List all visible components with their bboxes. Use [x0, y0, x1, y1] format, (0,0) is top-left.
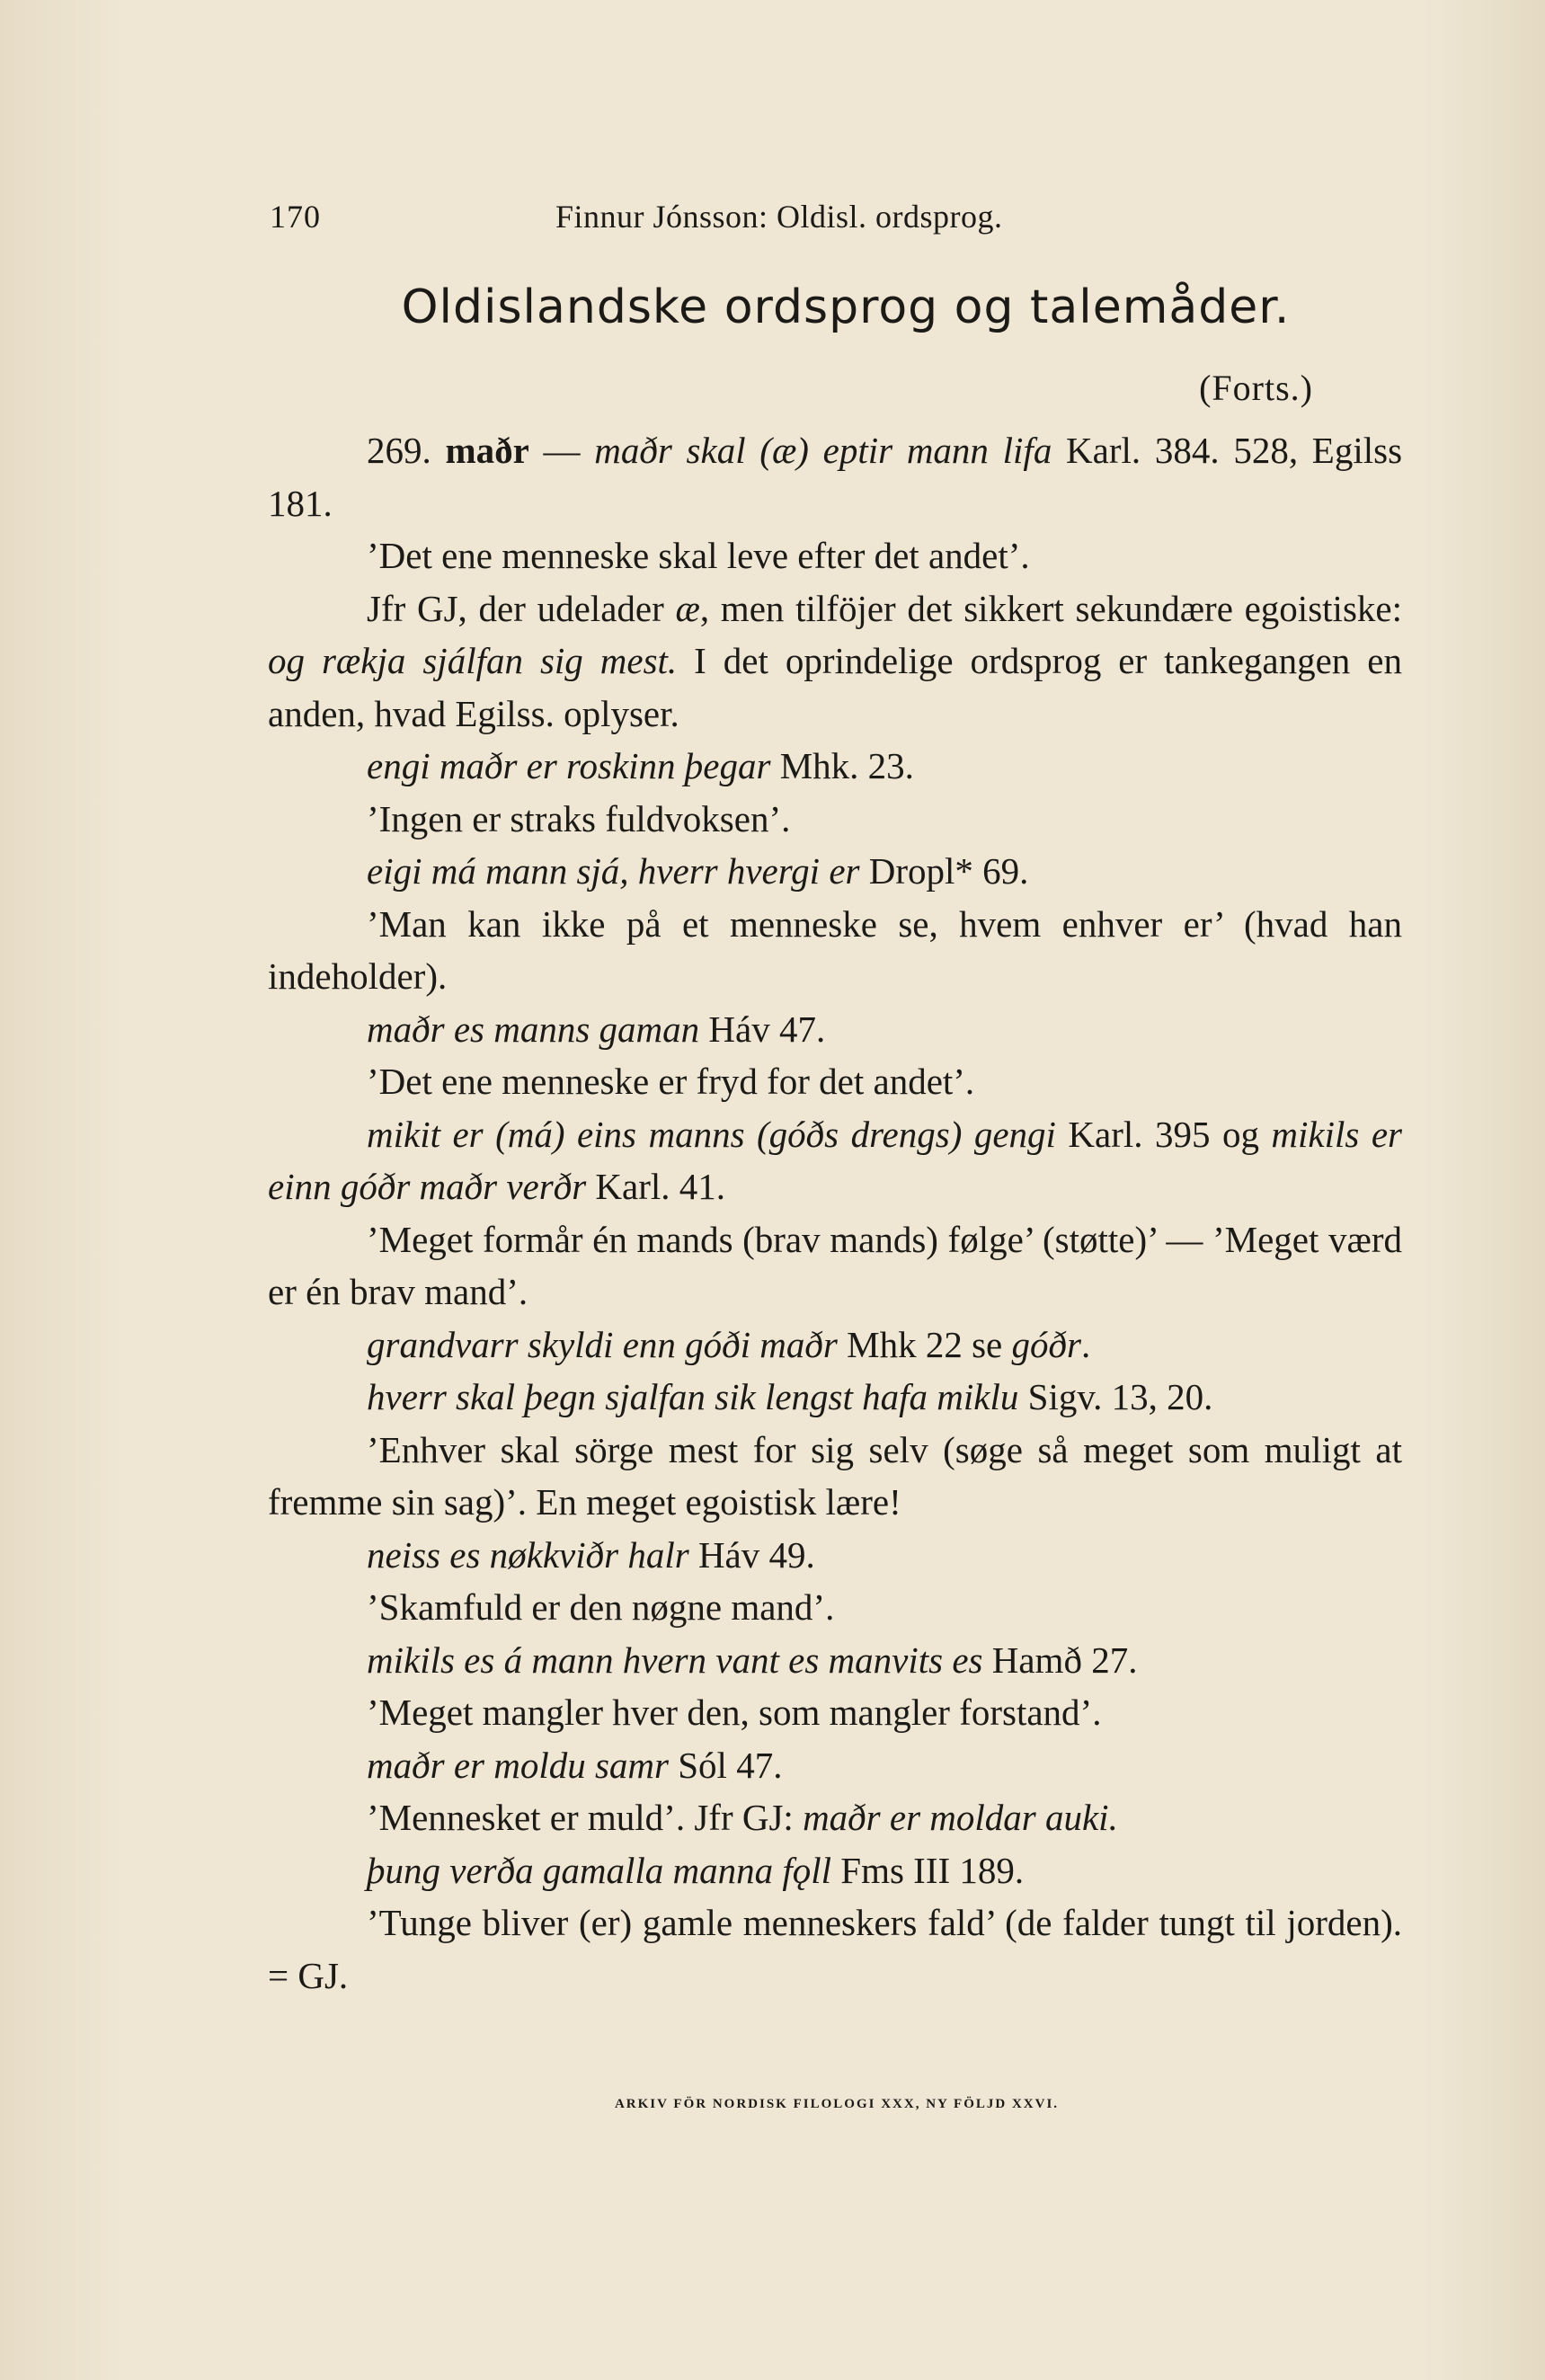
text-paragraph — [268, 1634, 1402, 1687]
danish-text: Sigv. 13, 20. — [1018, 1376, 1213, 1417]
danish-text: Jfr GJ, der udelader — [367, 587, 676, 629]
continued-note: (Forts.) — [1199, 368, 1313, 408]
old-norse-text: góðr — [1011, 1323, 1081, 1365]
text-paragraph — [268, 1686, 1402, 1739]
danish-text: , men tilföjer det sikkert sekundære egoistiske: — [699, 587, 1402, 629]
chapter-title: Oldislandske ordsprog og talemåder. — [401, 280, 1291, 334]
main-text — [268, 424, 1402, 2002]
old-norse-text: mikils er einn góðr maðr verðr — [268, 1113, 1402, 1207]
danish-text: ’Tunge bliver (er) gamle menneskers fald’ (de falder tungt til jorden). = GJ. — [268, 1902, 1402, 1996]
old-norse-text: engi maðr er roskinn þegar — [367, 745, 771, 786]
danish-text: Mhk 22 se — [837, 1323, 1012, 1365]
old-norse-text: æ — [675, 587, 700, 629]
paragraph-list — [268, 529, 1402, 2002]
old-norse-text: og rækja sjálfan sig mest. — [268, 640, 678, 681]
danish-text: Háv 49. — [688, 1533, 815, 1576]
old-norse-text: eigi má mann sjá, hverr hvergi er — [367, 850, 860, 892]
old-norse-text: maðr er moldar auki. — [803, 1797, 1118, 1838]
text-paragraph — [268, 793, 1402, 846]
text-paragraph — [268, 740, 1402, 793]
danish-text: ’Ingen er straks fuldvoksen’. — [367, 797, 791, 839]
page-number: 170 — [270, 199, 321, 235]
old-norse-text: maðr er moldu samr — [367, 1744, 669, 1786]
text-paragraph — [268, 529, 1402, 582]
text-paragraph — [268, 1108, 1402, 1213]
text-paragraph — [268, 1055, 1402, 1108]
old-norse-text: grandvarr skyldi enn góði maðr — [367, 1323, 838, 1365]
old-norse-text: maðr es manns gaman — [367, 1008, 700, 1050]
danish-text: ’Det ene menneske skal leve efter det andet’. — [367, 535, 1030, 576]
footer-signature: ARKIV FÖR NORDISK FILOLOGI XXX, NY FÖLJD XXVI. — [614, 2097, 1060, 2111]
danish-text: I det oprindelige ordsprog er tankegangen en anden, hvad Egilss. oplyser. — [268, 640, 1402, 734]
entry-paragraph — [268, 424, 1402, 529]
danish-text: ’Meget formår én mands (brav mands) følge’ (støtte)’ — ’Meget værd er én brav mand’. — [268, 1218, 1402, 1312]
text-paragraph — [268, 1844, 1402, 1897]
danish-text: Karl. 41. — [586, 1166, 726, 1207]
danish-text: ’Skamfuld er den nøgne mand’. — [367, 1586, 835, 1628]
danish-text: Háv 47. — [699, 1008, 826, 1050]
text-paragraph — [268, 1371, 1402, 1424]
danish-text: ’Meget mangler hver den, som mangler forstand’. — [367, 1692, 1102, 1733]
danish-text: Karl. 395 og — [1055, 1113, 1272, 1155]
text-paragraph — [268, 1896, 1402, 2002]
danish-text: Dropl* 69. — [859, 850, 1029, 892]
old-norse-text: mikils es á mann hvern vant es manvits es — [367, 1638, 983, 1681]
text-paragraph — [268, 898, 1402, 1003]
danish-text: Fms III 189. — [831, 1849, 1025, 1891]
text-paragraph — [268, 1739, 1402, 1792]
text-paragraph — [268, 582, 1402, 741]
entry-number: 269. — [367, 430, 431, 471]
text-paragraph — [268, 1529, 1402, 1582]
running-header — [270, 198, 1404, 243]
danish-text: ’Enhver skal sörge mest for sig selv (søge så meget som muligt at fremme sin sag)’. En meget egoistisk lære! — [268, 1428, 1402, 1523]
danish-text: ’Man kan ikke på et menneske se, hvem enhver er’ (hvad han indeholder). — [268, 902, 1402, 997]
danish-text: Sól 47. — [669, 1744, 783, 1786]
text-paragraph — [268, 1424, 1402, 1529]
danish-text: Mhk. 23. — [770, 745, 914, 786]
old-norse-text: þung verða gamalla manna fǫll — [367, 1849, 832, 1891]
entry-reference: Karl. 384. 528, Egilss 181. — [268, 430, 1403, 524]
entry-proverb: maðr skal (æ) eptir mann lifa — [594, 430, 1052, 471]
danish-text: Hamð 27. — [982, 1638, 1138, 1681]
old-norse-text: mikit er (má) eins manns (góðs drengs) gengi — [367, 1113, 1056, 1155]
old-norse-text: neiss es nøkkviðr halr — [367, 1533, 689, 1576]
danish-text: ’Mennesket er muld’. Jfr GJ: — [367, 1797, 804, 1838]
entry-dash: — — [528, 430, 595, 471]
text-paragraph — [268, 1319, 1402, 1372]
danish-text: ’Det ene menneske er fryd for det andet’. — [367, 1061, 975, 1102]
old-norse-text: hverr skal þegn sjalfan sik lengst hafa miklu — [367, 1376, 1019, 1417]
entry-keyword: maðr — [445, 430, 529, 471]
text-paragraph — [268, 1791, 1402, 1844]
text-paragraph — [268, 1213, 1402, 1319]
text-paragraph — [268, 845, 1402, 898]
danish-text: . — [1080, 1323, 1091, 1365]
text-paragraph — [268, 1581, 1402, 1634]
text-paragraph — [268, 1003, 1402, 1056]
running-title: Finnur Jónsson: Oldisl. ordsprog. — [555, 199, 1003, 235]
